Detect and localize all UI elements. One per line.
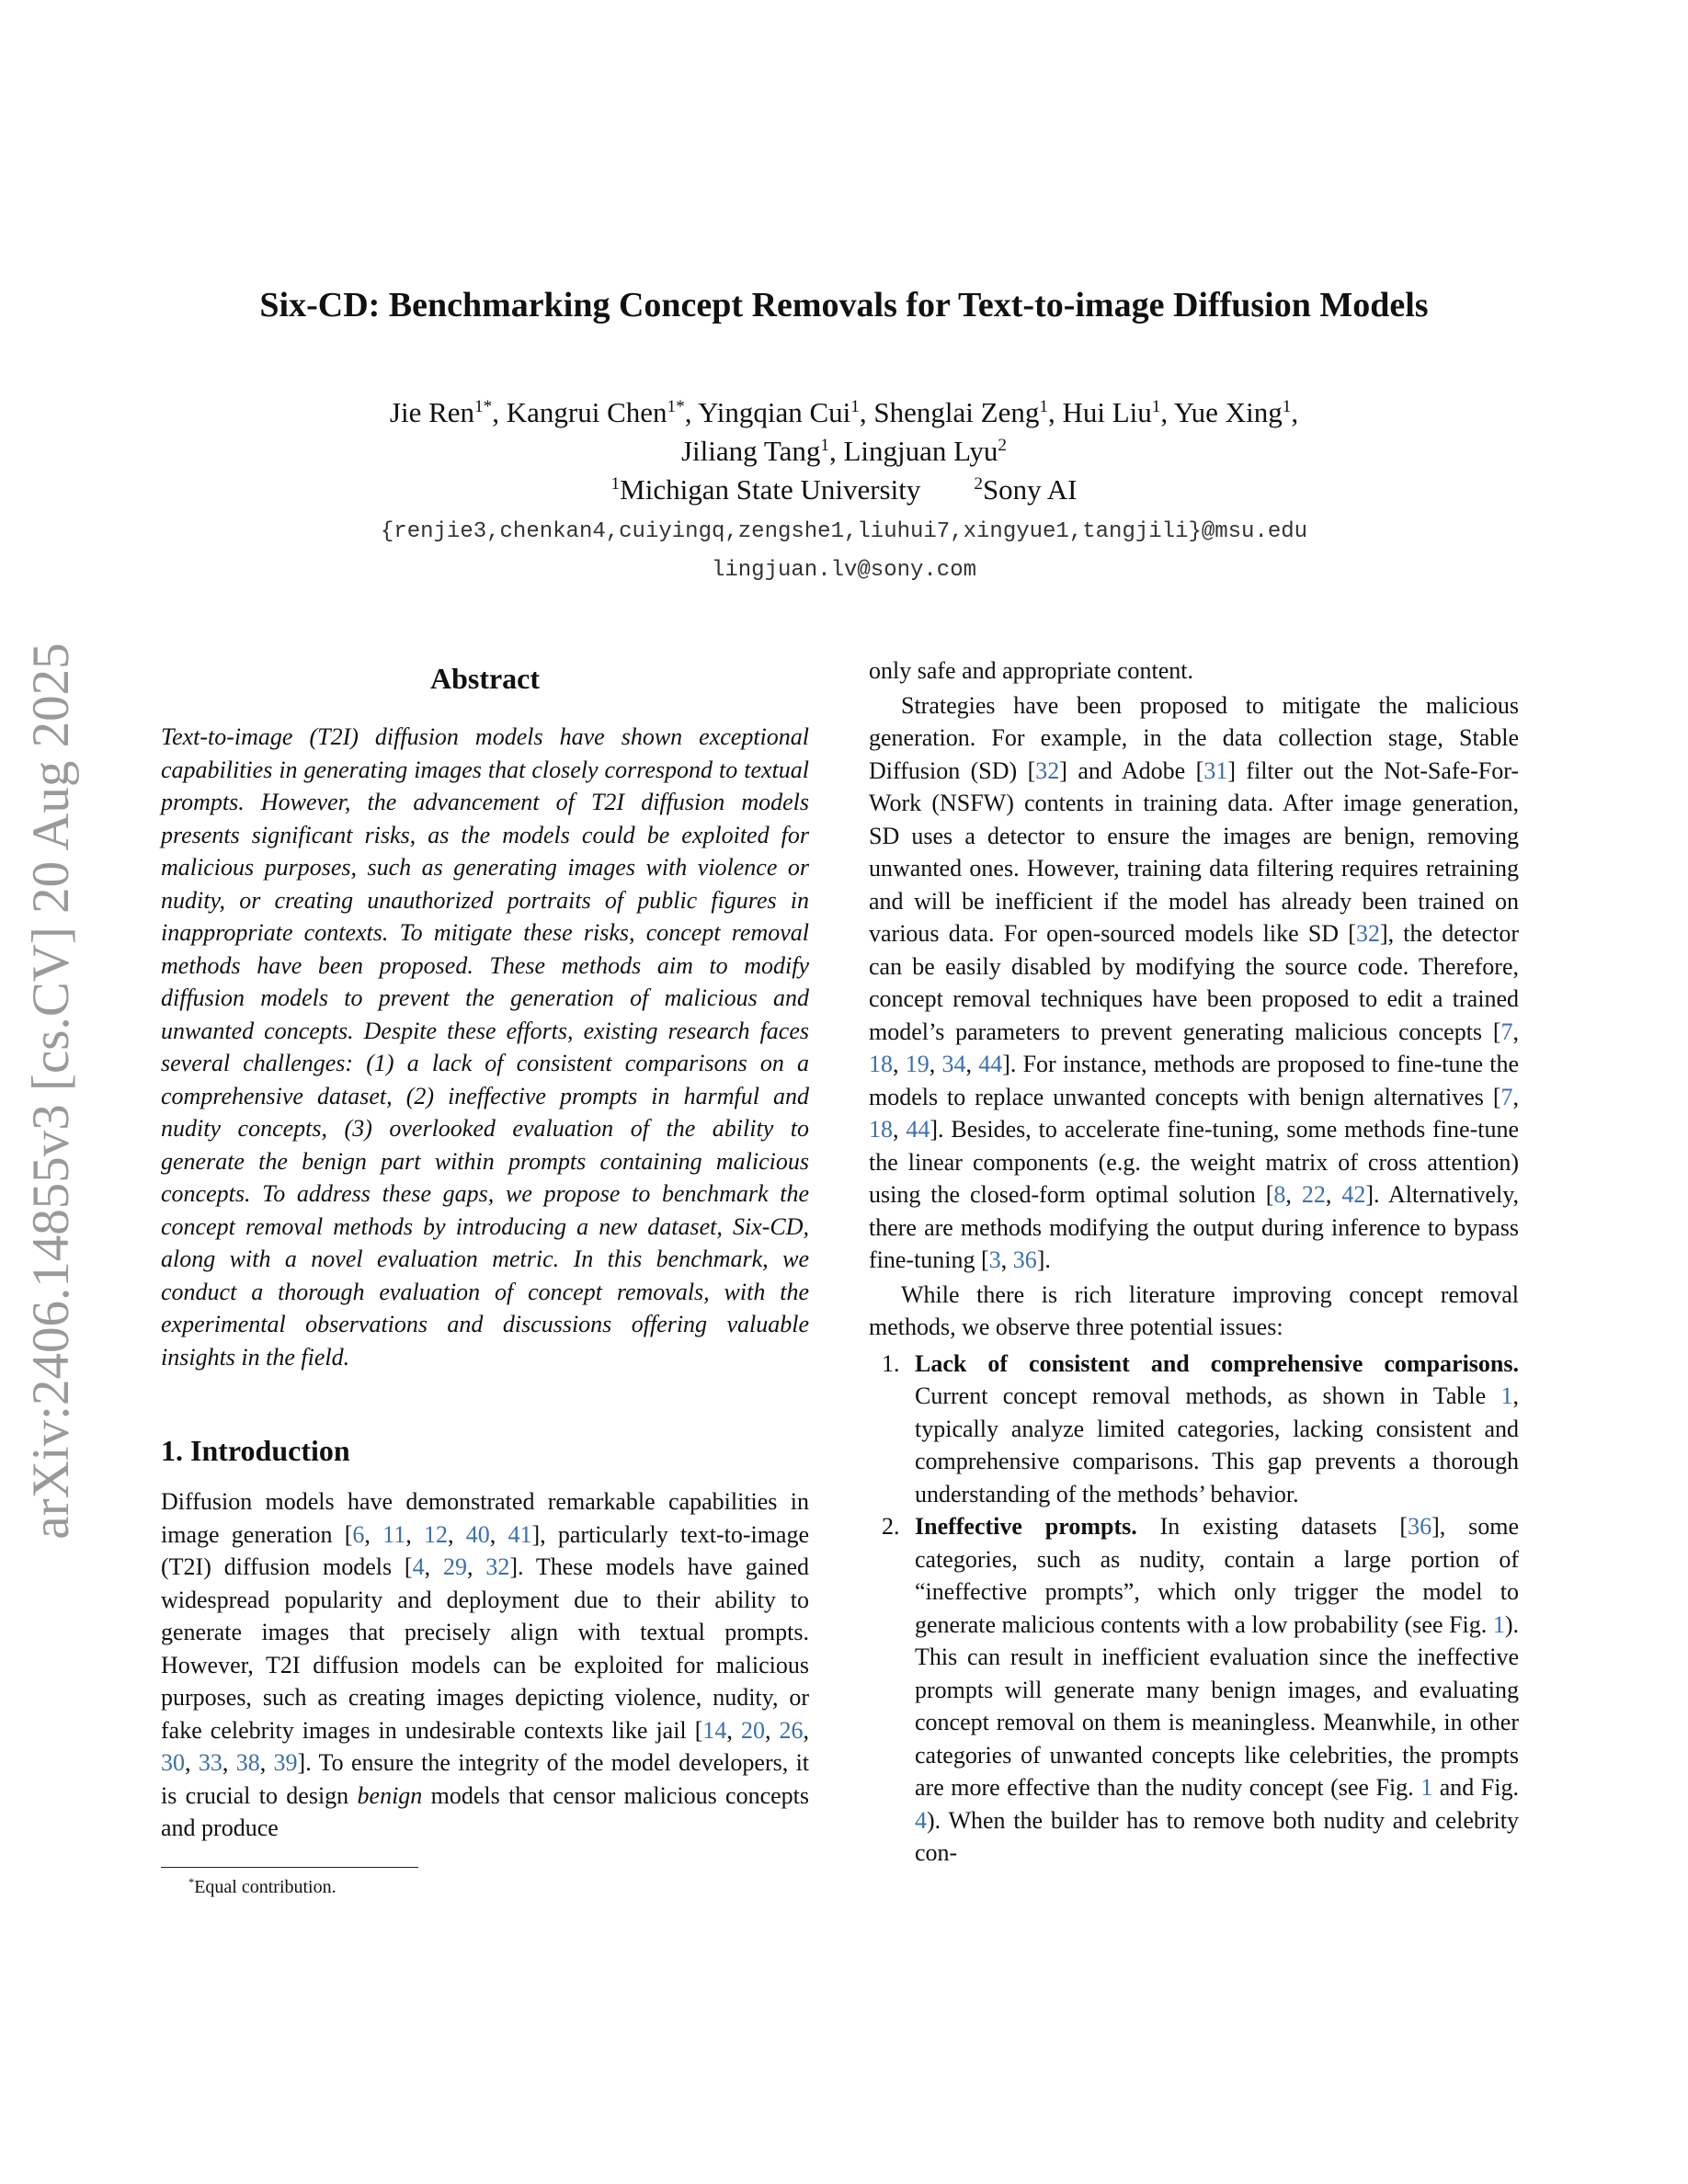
- citation-link[interactable]: 20: [740, 1716, 765, 1744]
- author-affiliation-marker: 1: [850, 397, 860, 417]
- footnote-text: Equal contribution.: [194, 1876, 336, 1897]
- citation-link[interactable]: 38: [235, 1749, 260, 1776]
- author-name: Hui Liu: [1062, 396, 1152, 428]
- affiliation-marker: 1: [610, 474, 621, 495]
- author-affiliation-marker: 1: [820, 436, 829, 456]
- list-item-number: 1.: [882, 1349, 900, 1377]
- paper-title: Six-CD: Benchmarking Concept Removals for Text-to-image Diffusion Models: [259, 286, 1429, 324]
- author-name: Jiliang Tang: [680, 435, 821, 467]
- list-item: [869, 1510, 1519, 1870]
- author-name: Shenglai Zeng: [873, 396, 1040, 428]
- list-item-body: Lack of consistent and comprehensive comparisons. Current concept removal methods, as shown in Table 1, typically analyze limited categories, lacking consistent and comprehensive comparisons. This gap prevents a thorough understanding of the methods’ behavior.: [915, 1349, 1519, 1507]
- citation-link[interactable]: 39: [273, 1749, 298, 1776]
- citation-link[interactable]: 19: [905, 1051, 930, 1077]
- author-affiliation-marker: 2: [998, 436, 1007, 456]
- arxiv-identifier-stamp: arXiv:2406.14855v3 [cs.CV] 20 Aug 2025: [22, 643, 80, 1540]
- citation-link[interactable]: 18: [869, 1051, 893, 1077]
- author-name: Yue Xing: [1173, 396, 1283, 428]
- citation-link[interactable]: 41: [508, 1520, 532, 1548]
- affiliation-marker: 2: [974, 474, 983, 495]
- citation-link[interactable]: 32: [1355, 920, 1380, 947]
- citation-link[interactable]: 8: [1273, 1181, 1286, 1208]
- citation-link[interactable]: 1: [1500, 1382, 1513, 1409]
- citation-link[interactable]: 7: [1500, 1083, 1513, 1110]
- author-affiliation-marker: 1: [1282, 397, 1292, 417]
- citation-link[interactable]: 36: [1408, 1513, 1432, 1540]
- emphasis: benign: [357, 1781, 423, 1809]
- citation-link[interactable]: 33: [198, 1749, 222, 1776]
- citation-link[interactable]: 6: [352, 1520, 365, 1548]
- citation-link[interactable]: 7: [1500, 1018, 1513, 1045]
- abstract-heading: Abstract: [429, 662, 541, 695]
- citation-link[interactable]: 31: [1203, 756, 1228, 784]
- author-affiliation-marker: 1*: [667, 397, 685, 417]
- issues-list: [869, 1348, 1519, 1870]
- email-line-2: lingjuan.lv@sony.com: [711, 558, 977, 583]
- affiliation-name: Sony AI: [982, 473, 1078, 506]
- citation-link[interactable]: 12: [423, 1520, 448, 1548]
- citation-link[interactable]: 30: [161, 1749, 185, 1776]
- author-name: Kangrui Chen: [506, 396, 667, 428]
- citation-link[interactable]: 4: [412, 1553, 425, 1580]
- list-item-number: 2.: [882, 1513, 900, 1540]
- email-line-1: {renjie3,chenkan4,cuiyingq,zengshe1,liuhui7,xingyue1,tangjili}@msu.edu: [380, 519, 1308, 544]
- author-list-line-1: Jie Ren$^{1*}$, Kangrui Chen$^{1*}$, Yingqian Cui$^1$, Shenglai Zeng$^1$, Hui Liu$^1$, Yue Xing$^1$,: [389, 396, 1299, 428]
- list-item-body: Ineffective prompts. In existing datasets [36], some categories, such as nudity, contain a large portion of “ineffective prompts”, which only trigger the model to generate malicious contents with a low probability (see Fig. 1). This can result in inefficient evaluation since the ineffective prompts will generate many benign images, and evaluating concept removal on them is meaningless. Meanwhile, in other categories of unwanted concepts like celebrities, the prompts are more effective than the nudity concept (see Fig. 1 and Fig. 4). When the builder has to remove both nudity and celebrity con-: [915, 1513, 1519, 1866]
- citation-link[interactable]: 40: [465, 1520, 490, 1548]
- introduction-heading: 1. Introduction: [161, 1434, 350, 1467]
- affiliation-name: Michigan State University: [620, 473, 921, 506]
- citation-link[interactable]: 14: [702, 1716, 727, 1744]
- author-list-line-2: Jiliang Tang$^1$, Lingjuan Lyu$^2$: [680, 435, 1007, 467]
- affiliations: [0, 471, 1688, 509]
- bold-lead: Ineffective prompts.: [915, 1513, 1137, 1540]
- citation-link[interactable]: 34: [941, 1051, 966, 1077]
- introduction-paragraph: Diffusion models have demonstrated remarkable capabilities in image generation [6, 11, 12, 40, 41], particularly text-to-image (T2I) diffusion models [4, 29, 32]. These models have gained widespread popularity and deployment due to their ability to generate images that precisely align with textual prompts. However, T2I diffusion models can be exploited for malicious purposes, such as creating images depicting violence, nudity, or fake celebrity images in undesirable contexts like jail [14, 20, 26, 30, 33, 38, 39]. To ensure the integrity of the model developers, it is crucial to design benign models that censor malicious concepts and produce: [161, 1488, 810, 1841]
- citation-link[interactable]: 42: [1341, 1181, 1366, 1208]
- right-column: [869, 654, 1519, 1870]
- footnote-marker: *: [188, 1875, 195, 1889]
- citation-link[interactable]: 32: [1035, 756, 1060, 784]
- citation-link[interactable]: 29: [442, 1553, 467, 1580]
- citation-link[interactable]: 1: [1420, 1774, 1433, 1801]
- citation-link[interactable]: 32: [485, 1553, 510, 1580]
- list-item: [869, 1348, 1519, 1511]
- author-affiliation-marker: 1: [1151, 397, 1161, 417]
- paragraph-strategies: Strategies have been proposed to mitigate the malicious generation. For example, in the data collection stage, Stable Diffusion (SD) [32] and Adobe [31] filter out the Not-Safe-For-Work (NSFW) contents in training data. After image generation, SD uses a detector to ensure the images are benign, removing unwanted ones. However, training data filtering requires retraining and will be inefficient if the model has already been trained on various data. For open-sourced models like SD [32], the detector can be easily disabled by modifying the source code. Therefore, concept removal techniques have been proposed to edit a trained model’s parameters to prevent generating malicious concepts [7, 18, 19, 34, 44]. For instance, methods are proposed to fine-tune the models to replace unwanted concepts with benign alternatives [7, 18, 44]. Besides, to accelerate fine-tuning, some methods fine-tune the linear components (e.g. the weight matrix of cross attention) using the closed-form optimal solution [8, 22, 42]. Alternatively, there are methods modifying the output during inference to bypass fine-tuning [3, 36].: [869, 691, 1520, 1273]
- citation-link[interactable]: 1: [1492, 1610, 1505, 1638]
- citation-link[interactable]: 44: [978, 1051, 1003, 1077]
- citation-link[interactable]: 36: [1012, 1246, 1037, 1273]
- citation-link[interactable]: 18: [869, 1116, 893, 1143]
- left-column: [161, 654, 809, 1901]
- footnote: [161, 1873, 809, 1901]
- citation-link[interactable]: 11: [382, 1520, 406, 1548]
- bold-lead: Lack of consistent and comprehensive comparisons.: [915, 1349, 1519, 1377]
- citation-link[interactable]: 4: [915, 1806, 927, 1834]
- author-name: Jie Ren: [389, 396, 475, 428]
- footnote-rule: [161, 1867, 418, 1868]
- citation-link[interactable]: 22: [1301, 1181, 1326, 1208]
- author-name: Yingqian Cui: [698, 396, 851, 428]
- paragraph-issues-intro: While there is rich literature improving concept removal methods, we observe three potential issues:: [869, 1280, 1519, 1340]
- abstract-body: Text-to-image (T2I) diffusion models have shown exceptional capabilities in generating images that closely correspond to textual prompts. However, the advancement of T2I diffusion models presents significant risks, as the models could be exploited for malicious purposes, such as generating images with violence or nudity, or creating unauthorized portraits of public figures in inappropriate contexts. To mitigate these risks, concept removal methods have been proposed. These methods aim to modify diffusion models to prevent the generation of malicious and unwanted concepts. Despite these efforts, existing research faces several challenges: (1) a lack of consistent comparisons on a comprehensive dataset, (2) ineffective prompts in harmful and nudity concepts, (3) overlooked evaluation of the ability to generate the benign part within prompts containing malicious concepts. To address these gaps, we propose to benchmark the concept removal methods by introducing a new dataset, Six-CD, along with a novel evaluation metric. In this benchmark, we conduct a thorough evaluation of concept removals, with the experimental observations and discussions offering valuable insights in the field.: [161, 723, 809, 1371]
- author-name: Lingjuan Lyu: [843, 435, 998, 467]
- author-affiliation-marker: 1*: [474, 397, 493, 417]
- citation-link[interactable]: 44: [906, 1116, 930, 1143]
- citation-link[interactable]: 3: [988, 1246, 1001, 1273]
- citation-link[interactable]: 26: [779, 1716, 804, 1744]
- paragraph-continuation: only safe and appropriate content.: [869, 657, 1194, 684]
- author-affiliation-marker: 1: [1039, 397, 1048, 417]
